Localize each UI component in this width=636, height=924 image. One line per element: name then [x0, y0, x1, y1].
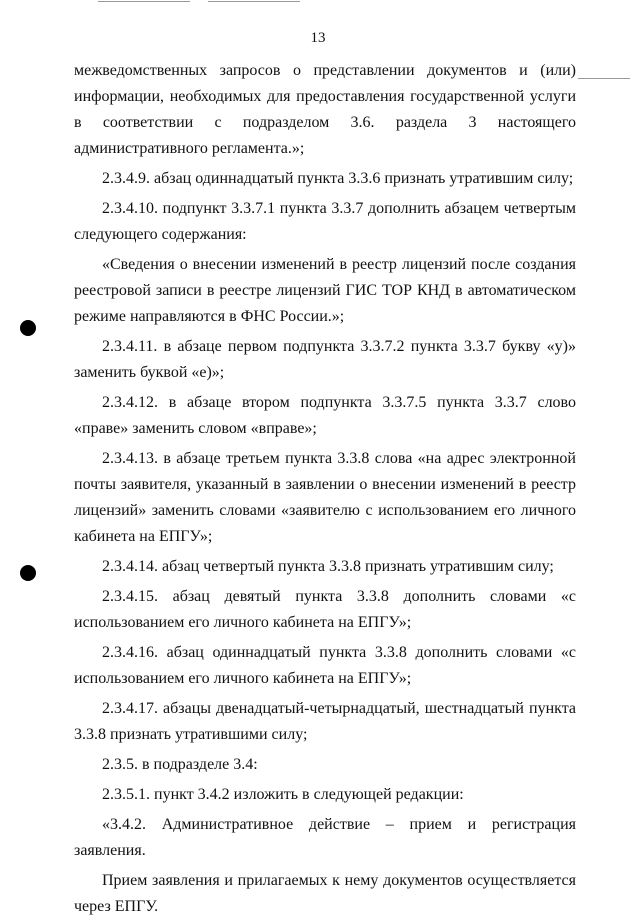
scan-artifact-line — [98, 1, 190, 2]
punch-hole-top — [20, 320, 36, 336]
page-number: 13 — [310, 30, 326, 46]
scan-artifact-line — [208, 1, 300, 2]
paragraph: «3.4.2. Административное действие – прием и регистрация заявления. — [74, 816, 576, 859]
paragraph: 2.3.4.12. в абзаце втором подпункта 3.3.7.5 пункта 3.3.7 слово «праве» заменить словом «вправе»; — [74, 394, 576, 437]
paragraph: Прием заявления и прилагаемых к нему документов осуществляется через ЕПГУ. — [74, 872, 576, 915]
punch-hole-bottom — [20, 565, 36, 581]
scan-artifact-line — [578, 78, 630, 79]
paragraph: 2.3.4.10. подпункт 3.3.7.1 пункта 3.3.7 дополнить абзацем четвертым следующего содержания: — [74, 200, 576, 243]
document-body — [74, 58, 576, 924]
paragraph: межведомственных запросов о представлении документов и (или) информации, необходимых для предоставления государственной услуги в соответствии с подразделом 3.6. раздела 3 настоящего административного регламента.»; — [74, 62, 576, 157]
paragraph: «Сведения о внесении изменений в реестр лицензий после создания реестровой записи в реестре лицензий ГИС ТОР КНД в автоматическом режиме направляются в ФНС России.»; — [74, 256, 576, 325]
paragraph: 2.3.4.13. в абзаце третьем пункта 3.3.8 слова «на адрес электронной почты заявителя, указанный в заявлении о внесении изменений в реестр лицензий» заменить словами «заявителю с использованием его личного кабинета на ЕПГУ»; — [74, 450, 576, 545]
paragraph: 2.3.4.9. абзац одиннадцатый пункта 3.3.6 признать утратившим силу; — [102, 170, 574, 187]
paragraph: 2.3.5. в подразделе 3.4: — [102, 756, 258, 773]
paragraph: 2.3.4.11. в абзаце первом подпункта 3.3.7.2 пункта 3.3.7 букву «у)» заменить буквой «е)»; — [74, 338, 576, 381]
paragraph: 2.3.4.16. абзац одиннадцатый пункта 3.3.8 дополнить словами «с использованием его личного кабинета на ЕПГУ»; — [74, 644, 576, 687]
paragraph: 2.3.4.17. абзацы двенадцатый-четырнадцатый, шестнадцатый пункта 3.3.8 признать утратившими силу; — [74, 700, 576, 743]
paragraph: 2.3.4.14. абзац четвертый пункта 3.3.8 признать утратившим силу; — [102, 558, 554, 575]
paragraph: 2.3.4.15. абзац девятый пункта 3.3.8 дополнить словами «с использованием его личного кабинета на ЕПГУ»; — [74, 588, 576, 631]
paragraph: 2.3.5.1. пункт 3.4.2 изложить в следующей редакции: — [102, 786, 464, 803]
